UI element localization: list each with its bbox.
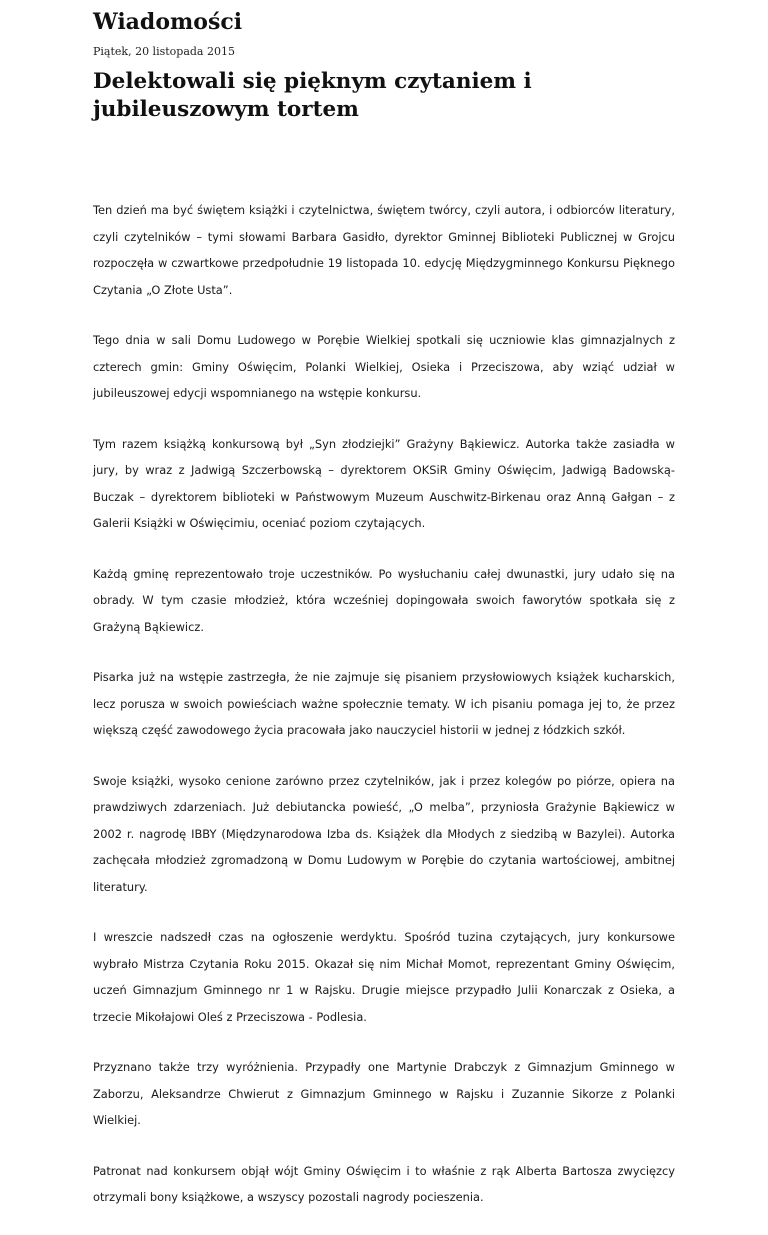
article-paragraph: Swoje książki, wysoko cenione zarówno przez czytelników, jak i przez kolegów po piórze, opiera na prawdziwych zdarzeniach. Już debiutancka powieść, „O melba”, przyniosła Grażynie Bąkiewicz w 2002 r. nagrodę IBBY (Międzynarodowa Izba ds. Książek dla Młodych z siedzibą w Bazylei). Autorka zachęcała młodzież zgromadzoną w Domu Ludowym w Porębie do czytania wartościowej, ambitnej literatury.	[93, 773, 675, 894]
article-paragraph: Pisarka już na wstępie zastrzegła, że nie zajmuje się pisaniem przysłowiowych książek kucharskich, lecz porusza w swoich powieściach ważne społecznie tematy. W ich pisaniu pomaga jej to, że przez większą część zawodowego życia pracowała jako nauczyciel historii w jednej z łódzkich szkół.	[93, 670, 675, 737]
article-paragraph: Tym razem książką konkursową był „Syn złodziejki” Grażyny Bąkiewicz. Autorka także zasiadła w jury, by wraz z Jadwigą Szczerbowską – dyrektorem OKSiR Gminy Oświęcim, Jadwigą Badowską-Buczak – dyrektorem biblioteki w Państwowym Muzeum Auschwitz-Birkenau oraz Anną Gałgan – z Galerii Książki w Oświęcimiu, oceniać poziom czytających.	[93, 436, 675, 530]
article-paragraph: Każdą gminę reprezentowało troje uczestników. Po wysłuchaniu całej dwunastki, jury udało się na obrady. W tym czasie młodzież, która wcześniej dopingowała swoich faworytów spotkała się z Grażyną Bąkiewicz.	[93, 566, 675, 634]
section-title: Wiadomości	[93, 9, 243, 35]
article-date: Piątek, 20 listopada 2015	[93, 45, 235, 58]
article-paragraph: Przyznano także trzy wyróżnienia. Przypadły one Martynie Drabczyk z Gimnazjum Gminnego w Zaborzu, Aleksandrze Chwierut z Gimnazjum Gminnego w Rajsku i Zuzannie Sikorze z Polanki Wielkiej.	[93, 1060, 675, 1127]
article-body	[93, 197, 675, 1235]
article-paragraph: Ten dzień ma być świętem książki i czytelnictwa, świętem twórcy, czyli autora, i odbiorców literatury, czyli czytelników – tymi słowami Barbara Gasidło, dyrektor Gminnej Biblioteki Publicznej w Grojcu rozpoczęła w czwartkowe przedpołudnie 19 listopada 10. edycję Międzygminnego Konkursu Pięknego Czytania „O Złote Usta”.	[93, 203, 675, 297]
article-paragraph: Tego dnia w sali Domu Ludowego w Porębie Wielkiej spotkali się uczniowie klas gimnazjalnych z czterech gmin: Gminy Oświęcim, Polanki Wielkiej, Osieka i Przeciszowa, aby wziąć udział w jubileuszowej edycji wspomnianego na wstępie konkursu.	[93, 333, 675, 400]
article-headline: Delektowali się pięknym czytaniem i jubileuszowym tortem	[93, 69, 532, 122]
article-paragraph: Patronat nad konkursem objął wójt Gminy Oświęcim i to właśnie z rąk Alberta Bartosza zwycięzcy otrzymali bony książkowe, a wszyscy pozostali nagrody pocieszenia.	[93, 1163, 675, 1204]
article-paragraph: I wreszcie nadszedł czas na ogłoszenie werdyktu. Spośród tuzina czytających, jury konkursowe wybrało Mistrza Czytania Roku 2015. Okazał się nim Michał Momot, reprezentant Gminy Oświęcim, uczeń Gimnazjum Gminnego nr 1 w Rajsku. Drugie miejsce przypadło Julii Konarczak z Osieka, a trzecie Mikołajowi Oleś z Przeciszowa - Podlesia.	[93, 930, 675, 1024]
